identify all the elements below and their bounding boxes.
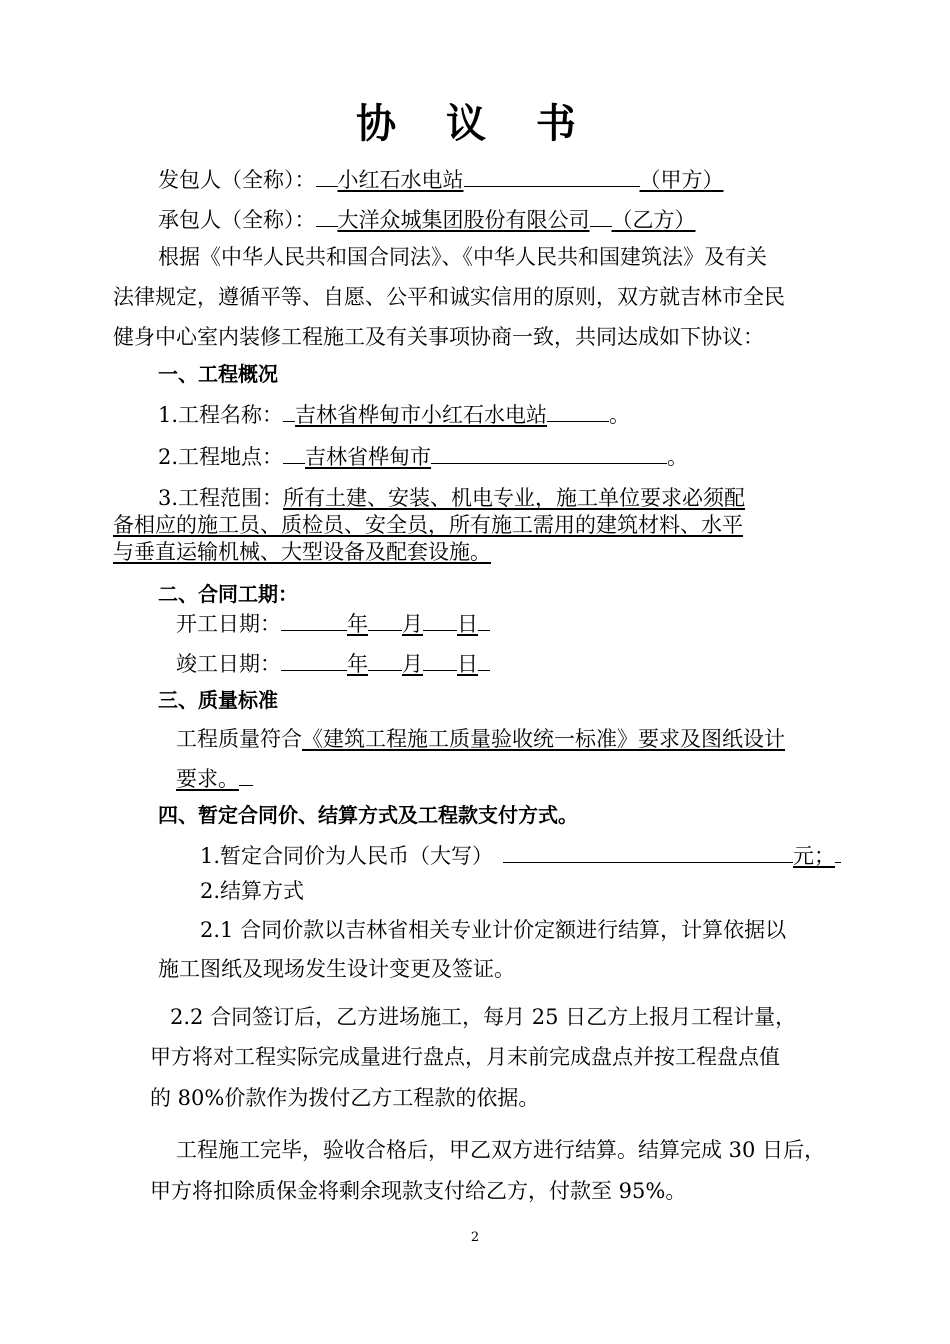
paragraph-line: 2.1 合同价款以吉林省相关专业计价定额进行结算，计算依据以 <box>200 918 787 942</box>
date-blank <box>423 648 457 671</box>
month-label: 月 <box>402 612 423 636</box>
contractor-tag: （乙方） <box>611 208 696 232</box>
document-title: 协 议 书 <box>356 101 594 147</box>
day-label: 日 <box>457 612 478 636</box>
underline-pad <box>316 164 338 187</box>
contract-price-label: 1.暂定合同价为人民币（大写） <box>200 844 494 868</box>
paragraph-line: 甲方将对工程实际完成量进行盘点，月末前完成盘点并按工程盘点值 <box>150 1045 780 1069</box>
project-scope-label: 3.工程范围： <box>158 486 284 510</box>
date-blank <box>478 608 490 631</box>
underline-pad <box>239 763 253 786</box>
project-name-label: 1.工程名称： <box>158 403 284 427</box>
paragraph-line: 2.2 合同签订后，乙方进场施工，每月 25 日乙方上报月工程计量， <box>170 1005 797 1029</box>
date-blank <box>368 648 402 671</box>
underline-pad <box>283 441 305 464</box>
underline-pad <box>464 164 640 187</box>
project-scope-text: 与垂直运输机械、大型设备及配套设施。 <box>113 540 491 564</box>
intro-line: 健身中心室内装修工程施工及有关事项协商一致，共同达成如下协议： <box>113 325 764 349</box>
date-blank <box>368 608 402 631</box>
underline-pad <box>590 204 612 227</box>
project-scope-text: 备相应的施工员、质检员、安全员，所有施工需用的建筑材料、水平 <box>113 513 743 537</box>
underline-pad <box>283 399 295 422</box>
intro-line: 根据《中华人民共和国合同法》、《中华人民共和国建筑法》及有关 <box>158 245 767 269</box>
date-blank <box>281 648 347 671</box>
price-unit: 元； <box>793 844 836 868</box>
paragraph-line: 的 80%价款作为拨付乙方工程款的依据。 <box>150 1086 540 1110</box>
end-mark: 。 <box>667 445 689 469</box>
end-date-label: 竣工日期： <box>176 652 281 676</box>
date-blank <box>423 608 457 631</box>
underline-pad <box>431 441 667 464</box>
contractor-name: 大洋众城集团股份有限公司 <box>337 208 590 232</box>
price-blank <box>503 840 793 863</box>
employer-label: 发包人（全称）： <box>158 168 316 192</box>
paragraph-line: 施工图纸及现场发生设计变更及签证。 <box>158 957 515 981</box>
end-date-line <box>176 648 490 678</box>
project-name-value: 吉林省桦甸市小红石水电站 <box>295 403 548 427</box>
quality-standard: 《建筑工程施工质量验收统一标准》要求及图纸设计 <box>302 727 785 751</box>
underline-pad <box>316 204 338 227</box>
quality-line <box>176 725 785 753</box>
employer-line <box>158 164 724 194</box>
start-date-line <box>176 608 490 638</box>
project-location-value: 吉林省桦甸市 <box>305 445 432 469</box>
date-blank <box>478 648 490 671</box>
section-heading: 三、质量标准 <box>158 688 278 712</box>
employer-name: 小红石水电站 <box>337 168 464 192</box>
paragraph-line: 工程施工完毕，验收合格后，甲乙双方进行结算。结算完成 30 日后， <box>176 1138 826 1162</box>
section-heading: 四、暂定合同价、结算方式及工程款支付方式。 <box>158 803 578 827</box>
settlement-label: 2.结算方式 <box>200 879 305 903</box>
contract-price-line <box>200 840 841 870</box>
employer-tag: （甲方） <box>639 168 724 192</box>
project-scope-text: 所有土建、安装、机电专业，施工单位要求必须配 <box>283 486 746 510</box>
project-location-label: 2.工程地点： <box>158 445 284 469</box>
end-mark: 。 <box>609 403 631 427</box>
page-number: 2 <box>470 1230 480 1245</box>
project-name-line <box>158 399 630 429</box>
month-label: 月 <box>402 652 423 676</box>
quality-standard: 要求。 <box>176 767 239 791</box>
project-scope-line <box>158 484 745 512</box>
section-heading: 一、工程概况 <box>158 362 278 386</box>
quality-line-2 <box>176 763 253 793</box>
date-blank <box>281 608 347 631</box>
day-label: 日 <box>457 652 478 676</box>
year-label: 年 <box>347 652 368 676</box>
paragraph-line: 甲方将扣除质保金将剩余现款支付给乙方，付款至 95%。 <box>150 1179 687 1203</box>
underline-pad <box>547 399 609 422</box>
intro-line: 法律规定，遵循平等、自愿、公平和诚实信用的原则，双方就吉林市全民 <box>113 285 785 309</box>
contractor-line <box>158 204 696 234</box>
year-label: 年 <box>347 612 368 636</box>
section-heading: 二、合同工期： <box>158 582 298 606</box>
underline-pad <box>835 840 841 863</box>
project-location-line <box>158 441 688 471</box>
start-date-label: 开工日期： <box>176 612 281 636</box>
quality-prefix: 工程质量符合 <box>176 727 302 751</box>
contractor-label: 承包人（全称）： <box>158 208 316 232</box>
